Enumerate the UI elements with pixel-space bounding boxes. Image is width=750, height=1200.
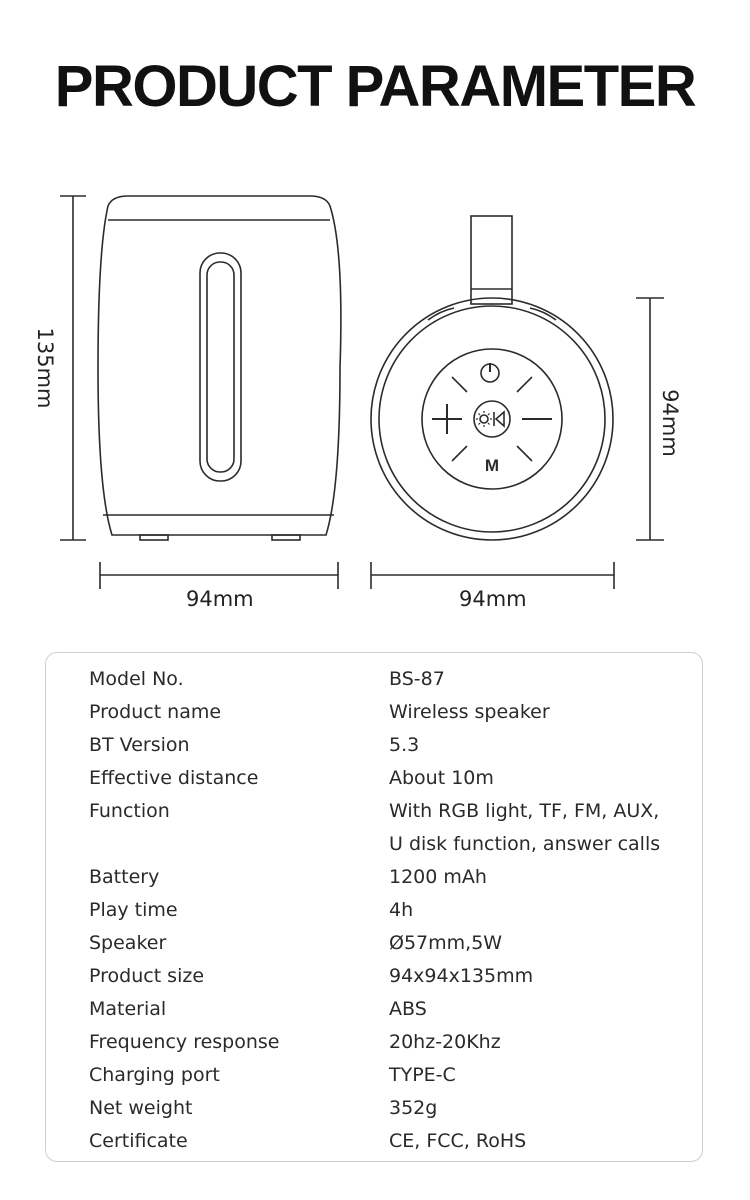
spec-value: 4h [389, 899, 414, 921]
spec-row [46, 960, 702, 993]
front-width-label: 94mm [459, 587, 527, 611]
spec-row [46, 1059, 702, 1092]
spec-value: BS-87 [389, 668, 445, 690]
spec-row [46, 927, 702, 960]
spec-label: Battery [89, 866, 160, 888]
spec-value: ABS [389, 998, 427, 1020]
front-height-label: 94mm [658, 389, 682, 457]
spec-row [46, 1092, 702, 1125]
spec-value: Wireless speaker [389, 701, 550, 723]
height-label: 135mm [33, 327, 57, 409]
spec-value: CE, FCC, RoHS [389, 1130, 527, 1152]
spec-row [46, 861, 702, 894]
spec-row [46, 993, 702, 1026]
speaker-side-view [98, 196, 341, 540]
spec-table [45, 652, 703, 1162]
spec-row [46, 1026, 702, 1059]
spec-value: 352g [389, 1097, 438, 1119]
spec-label: Charging port [89, 1064, 220, 1086]
spec-value: 1200 mAh [389, 866, 487, 888]
spec-label: Material [89, 998, 167, 1020]
spec-row-continuation [46, 828, 702, 861]
spec-label: Model No. [89, 668, 184, 690]
light-strip-inner [207, 262, 234, 472]
light-icon [480, 415, 488, 423]
divider-line [452, 377, 467, 392]
spec-value: Ø57mm,5W [389, 932, 503, 954]
spec-value: 94x94x135mm [389, 965, 534, 987]
spec-value: U disk function, answer calls [389, 833, 661, 855]
side-width-label: 94mm [186, 587, 254, 611]
spec-value: 5.3 [389, 734, 420, 756]
spec-value: TYPE-C [389, 1064, 456, 1086]
spec-label: Effective distance [89, 767, 259, 789]
volume-up-icon [432, 404, 462, 434]
spec-label: Product name [89, 701, 222, 723]
front-width-dimension-line [371, 562, 614, 589]
spec-label: Speaker [89, 932, 167, 954]
carry-strap [471, 216, 512, 304]
speaker-front-view [371, 216, 613, 540]
spec-row [46, 663, 702, 696]
height-dimension-line [60, 196, 86, 540]
spec-value: With RGB light, TF, FM, AUX, [389, 800, 660, 822]
spec-label: Certificate [89, 1130, 188, 1152]
mode-button-label: M [484, 456, 500, 475]
spec-label: Function [89, 800, 170, 822]
side-width-dimension-line [100, 562, 338, 589]
spec-row [46, 696, 702, 729]
spec-label: Net weight [89, 1097, 193, 1119]
light-strip-outer [200, 253, 241, 481]
spec-row [46, 1125, 702, 1158]
spec-label: Frequency response [89, 1031, 280, 1053]
spec-label: Product size [89, 965, 205, 987]
spec-label: Play time [89, 899, 178, 921]
spec-row [46, 729, 702, 762]
spec-label: BT Version [89, 734, 190, 756]
spec-row [46, 762, 702, 795]
spec-row [46, 894, 702, 927]
play-icon [496, 412, 504, 426]
spec-value: 20hz-20Khz [389, 1031, 501, 1053]
page-title: PRODUCT PARAMETER [54, 54, 696, 119]
spec-value: About 10m [389, 767, 494, 789]
spec-row [46, 795, 702, 828]
